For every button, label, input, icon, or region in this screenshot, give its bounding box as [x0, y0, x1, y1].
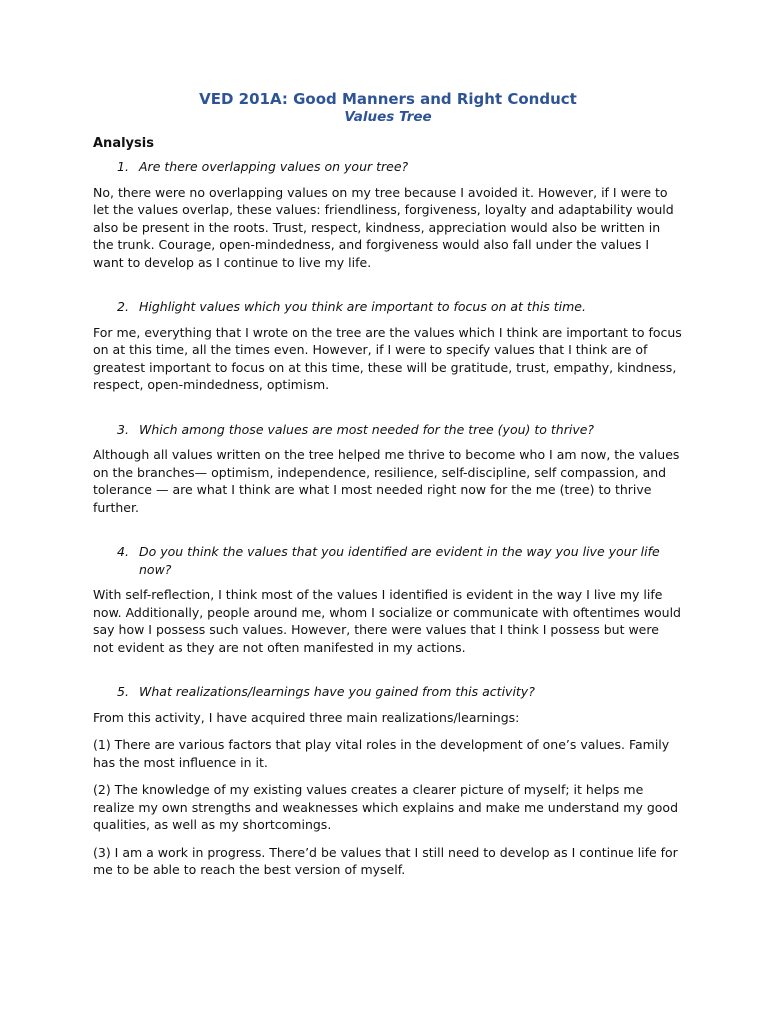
question-text: Highlight values which you think are important to focus on at this time. [139, 299, 586, 314]
answer-paragraph: (2) The knowledge of my existing values creates a clearer picture of myself; it helps me realize my own strengths and weaknesses which explains and make me understand my good qualities, as well as my shortcomings. [93, 782, 679, 832]
question-number: 5. [117, 684, 129, 699]
question-number: 2. [117, 299, 129, 314]
question-text: Which among those values are most needed for the tree (you) to thrive? [139, 421, 595, 437]
question-1 [93, 158, 683, 176]
document-title: VED 201A: Good Manners and Right Conduct [199, 90, 577, 108]
answer-paragraph: No, there were no overlapping values on my tree because I avoided it. However, if I were to let the values overlap, these values: friendliness, forgiveness, loyalty and adaptability would also be present in the roots. Trust, respect, kindness, appreciation would also be written in the trunk. Courage, open-mindedness, and forgiveness would also fall under the values I want to develop as I continue to live my life. [93, 184, 674, 270]
question-2 [93, 298, 683, 316]
question-3 [93, 421, 683, 439]
section-heading-analysis: Analysis [93, 136, 154, 151]
document-page [93, 90, 683, 889]
question-text: What realizations/learnings have you gained from this activity? [139, 684, 535, 699]
answer-paragraph: Although all values written on the tree helped me thrive to become who I am now, the values on the branches— optimism, independence, resilience, self-discipline, self compassion, and tolerance — are what I think are what I most needed right now for the me (tree) to thrive further. [93, 447, 680, 515]
question-5 [93, 683, 683, 701]
answer-paragraph: For me, everything that I wrote on the tree are the values which I think are important to focus on at this time, all the times even. However, if I were to specify values that I think are of greatest important to focus on at this time, these will be gratitude, trust, empathy, kindness, respect, open-mindedness, optimism. [93, 324, 682, 392]
answer-paragraph: With self-reflection, I think most of the values I identified is evident in the way I live my life now. Additionally, people around me, whom I socialize or communicate with oftentimes would say how I possess such values. However, there were values that I think I possess but were not evident as they are not often manifested in my actions. [93, 587, 681, 655]
question-number: 4. [117, 544, 129, 559]
answer-paragraph: (3) I am a work in progress. There’d be values that I still need to develop as I continue life for me to be able to reach the best version of myself. [93, 844, 678, 877]
document-subtitle: Values Tree [344, 109, 432, 125]
question-number: 1. [117, 159, 129, 174]
answer-paragraph: (1) There are various factors that play vital roles in the development of one’s values. Family has the most influence in it. [93, 737, 670, 770]
question-text: Are there overlapping values on your tree? [139, 159, 409, 174]
question-4 [93, 543, 683, 578]
question-number: 3. [117, 421, 129, 437]
question-text: Do you think the values that you identified are evident in the way you live your life now? [139, 544, 660, 577]
answer-paragraph: From this activity, I have acquired three main realizations/learnings: [93, 709, 520, 725]
